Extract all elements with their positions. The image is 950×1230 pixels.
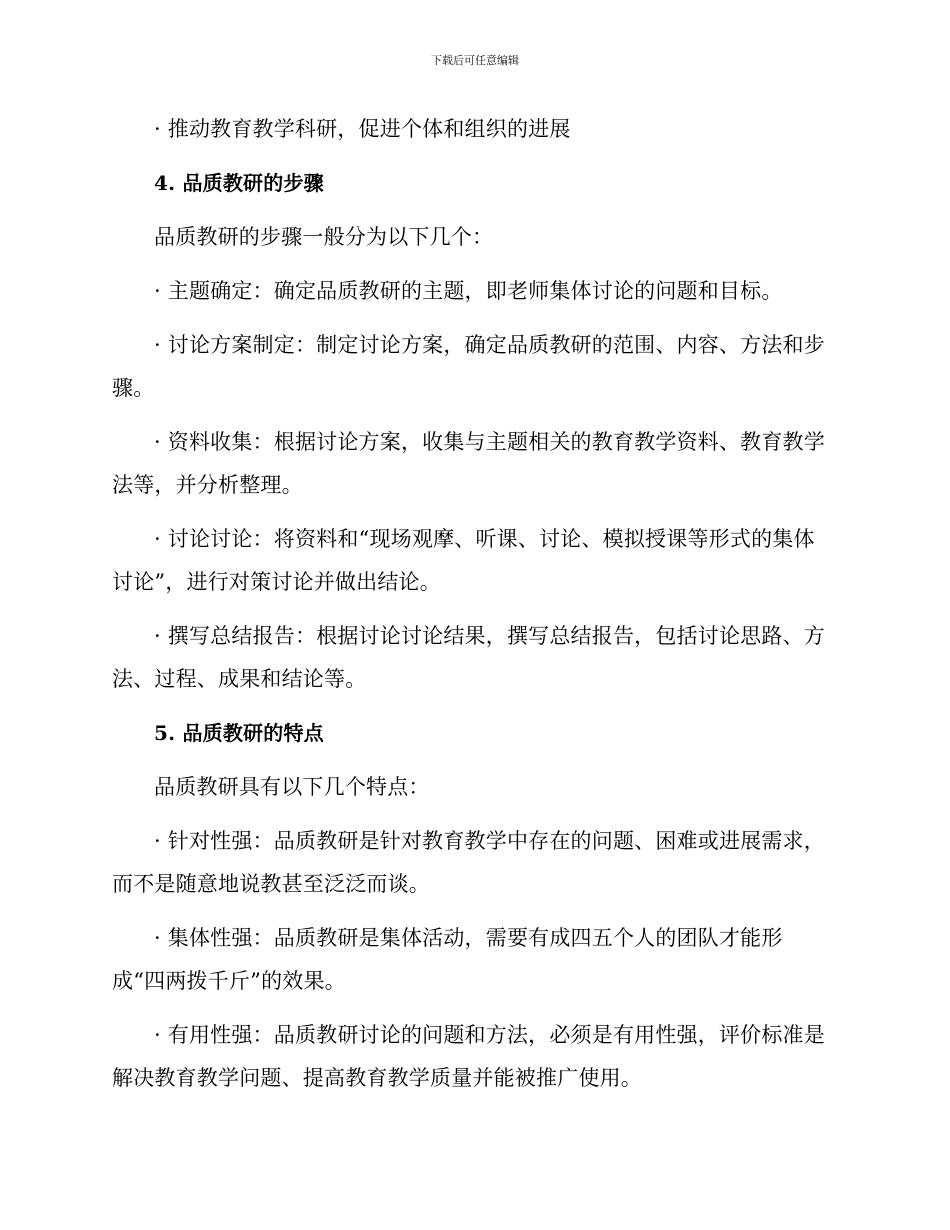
bullet-item: · 讨论方案制定：制定讨论方案，确定品质教研的范围、内容、方法和步骤。 [112,333,825,400]
document-body [112,108,828,1111]
body-paragraph: 品质教研具有以下几个特点： [154,775,430,799]
bullet-item: · 有用性强：品质教研讨论的问题和方法，必须是有用性强，评价标准是解决教育教学问题、提高教育教学质量并能被推广使用。 [112,1023,825,1090]
bullet-item: · 推动教育教学科研，促进个体和组织的进展 [154,117,571,141]
bullet-item: · 撰写总结报告：根据讨论讨论结果，撰写总结报告，包括讨论思路、方法、过程、成果和结论等。 [112,624,825,691]
bullet-item: · 主题确定：确定品质教研的主题，即老师集体讨论的问题和目标。 [154,279,783,303]
section-heading: 5. 品质教研的特点 [154,721,324,745]
bullet-item: · 针对性强：品质教研是针对教育教学中存在的问题、困难或进展需求，而不是随意地说教甚至泛泛而谈。 [112,829,825,896]
bullet-item: · 资料收集：根据讨论方案，收集与主题相关的教育教学资料、教育教学法等，并分析整理。 [112,430,825,497]
section-heading: 4. 品质教研的步骤 [154,171,324,195]
body-paragraph: 品质教研的步骤一般分为以下几个： [154,225,494,249]
bullet-item: · 集体性强：品质教研是集体活动，需要有成四五个人的团队才能形成“四两拨千斤”的效果。 [112,926,783,993]
page-header: 下载后可任意编辑 [431,54,519,67]
bullet-item: · 讨论讨论：将资料和“现场观摩、听课、讨论、模拟授课等形式的集体讨论”，进行对策讨论并做出结论。 [112,527,815,594]
